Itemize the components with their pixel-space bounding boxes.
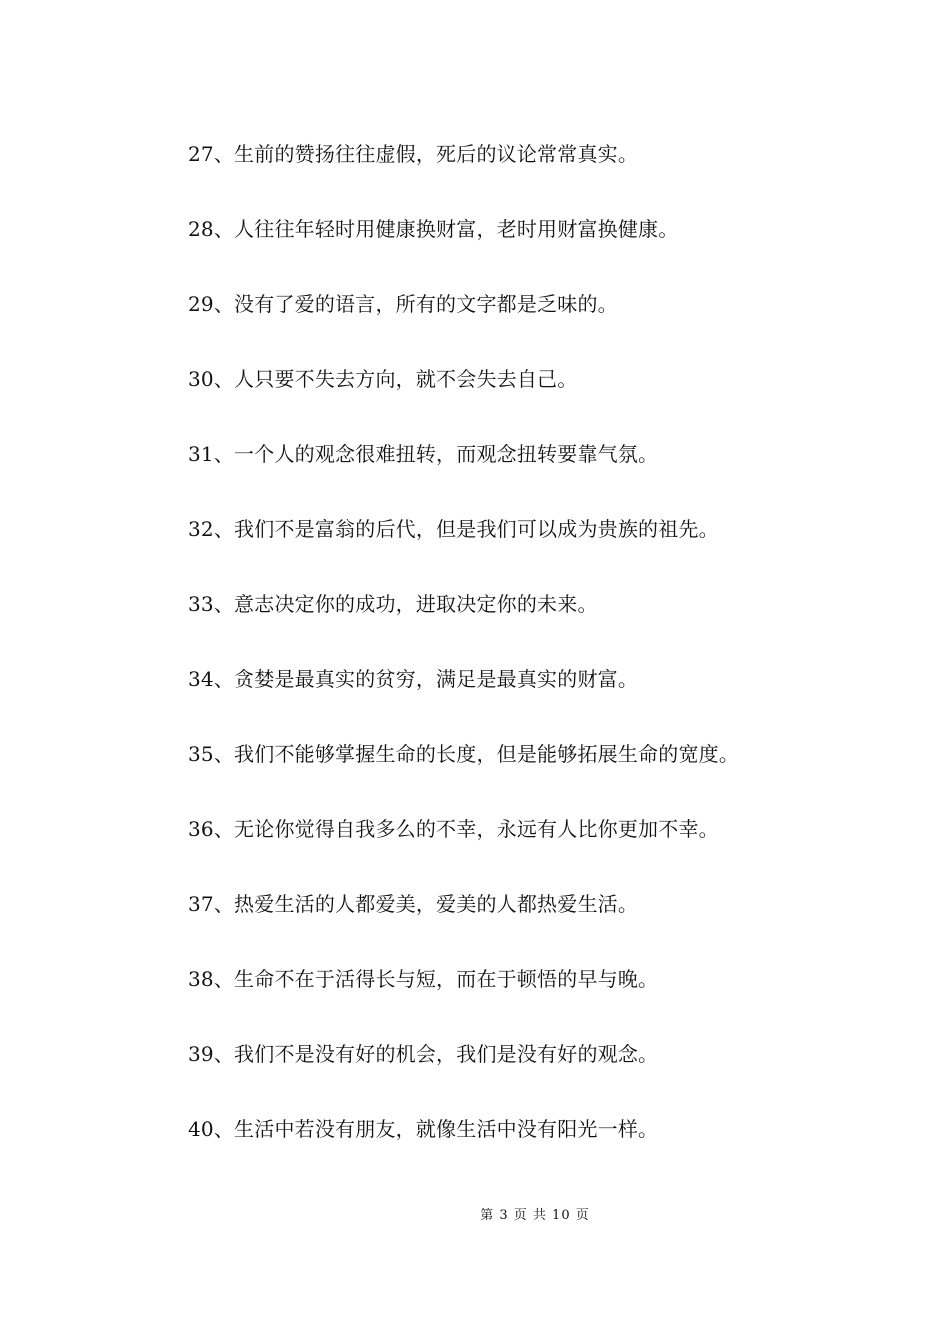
page-footer: 第 3 页 共 10 页	[480, 1208, 590, 1223]
list-item: 38、生命不在于活得长与短，而在于顿悟的早与晚。	[188, 967, 659, 991]
list-item: 29、没有了爱的语言，所有的文字都是乏味的。	[188, 292, 618, 316]
quote-list	[188, 138, 888, 1188]
list-item: 30、人只要不失去方向，就不会失去自己。	[188, 367, 578, 391]
list-item: 27、生前的赞扬往往虚假，死后的议论常常真实。	[188, 142, 639, 166]
list-item: 40、生活中若没有朋友，就像生活中没有阳光一样。	[188, 1117, 659, 1141]
list-item: 31、一个人的观念很难扭转，而观念扭转要靠气氛。	[188, 442, 659, 466]
list-item: 37、热爱生活的人都爱美，爱美的人都热爱生活。	[188, 892, 639, 916]
list-item: 32、我们不是富翁的后代，但是我们可以成为贵族的祖先。	[188, 517, 719, 541]
list-item: 28、人往往年轻时用健康换财富，老时用财富换健康。	[188, 217, 679, 241]
list-item: 36、无论你觉得自我多么的不幸，永远有人比你更加不幸。	[188, 817, 719, 841]
list-item: 39、我们不是没有好的机会，我们是没有好的观念。	[188, 1042, 659, 1066]
list-item: 34、贪婪是最真实的贫穷，满足是最真实的财富。	[188, 667, 639, 691]
list-item: 35、我们不能够掌握生命的长度，但是能够拓展生命的宽度。	[188, 742, 740, 766]
list-item: 33、意志决定你的成功，进取决定你的未来。	[188, 592, 598, 616]
